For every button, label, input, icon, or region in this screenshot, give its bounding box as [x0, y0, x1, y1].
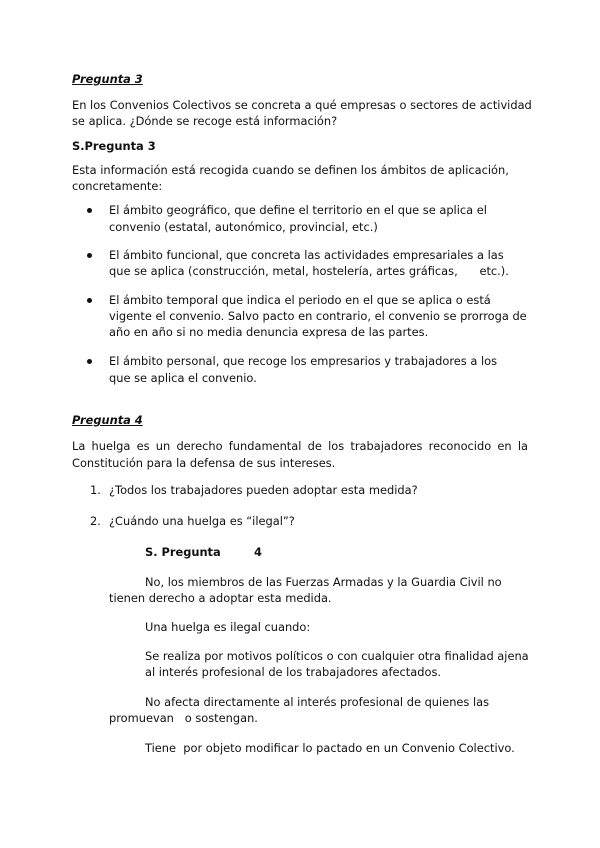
q4-para-1-line-2: tienen derecho a adoptar esta medida. [109, 591, 332, 605]
q3-question-line-1: En los Convenios Colectivos se concreta a qué empresas o sectores de actividad [72, 98, 532, 112]
q4-para-3-line-2: al interés profesional de los trabajadores afectados. [145, 665, 442, 679]
q3-intro-line-1: Esta información está recogida cuando se definen los ámbitos de aplicación, [72, 163, 509, 177]
q4-answer-number: 4 [254, 545, 262, 559]
bullet-4-line-1: El ámbito personal, que recoge los empresarios y trabajadores a los [109, 354, 498, 368]
bullet-3-line-3: año en año si no media denuncia expresa de las partes. [109, 325, 429, 339]
q4-para-3-line-1: Se realiza por motivos políticos o con cualquier otra finalidad ajena [145, 649, 529, 663]
q3-intro-line-2: concretamente: [72, 179, 163, 193]
bullet-4-line-2: que se aplica el convenio. [109, 371, 257, 385]
bullet-3-line-2: vigente el convenio. Salvo pacto en contrario, el convenio se prorroga de [109, 309, 527, 323]
bullet-2-line-2: que se aplica (construcción, metal, hostelería, artes gráficas, etc.). [109, 264, 509, 278]
q4-intro-line-2: Constitución para la defensa de sus intereses. [72, 456, 336, 470]
q4-item-1-number: 1. [90, 483, 101, 497]
q4-answer-title: S. Pregunta [145, 545, 221, 559]
q3-answer-title: S.Pregunta 3 [72, 139, 156, 153]
bullet-icon [87, 292, 95, 309]
q4-para-2-line-1: Una huelga es ilegal cuando: [145, 620, 311, 634]
q4-item-2-number: 2. [90, 514, 101, 528]
bullet-1-line-2: convenio (estatal, autonómico, provincial, etc.) [109, 220, 378, 234]
bullet-icon [87, 353, 95, 370]
q4-para-4-line-1: No afecta directamente al interés profesional de quienes las [145, 695, 490, 709]
q4-intro-line-1: La huelga es un derecho fundamental de los trabajadores reconocido en la [72, 439, 528, 453]
q4-para-1-line-1: No, los miembros de las Fuerzas Armadas y la Guardia Civil no [145, 575, 502, 589]
bullet-icon [87, 202, 95, 219]
bullet-3-line-1: El ámbito temporal que indica el periodo en el que se aplica o está [109, 293, 491, 307]
q3-title: Pregunta 3 [72, 72, 143, 86]
q4-item-2-text: ¿Cuándo una huelga es “ilegal”? [109, 514, 295, 528]
q4-para-4-line-2: promuevan o sostengan. [109, 711, 258, 725]
q3-question-line-2: se aplica. ¿Dónde se recoge está información? [72, 114, 338, 128]
q4-item-1-text: ¿Todos los trabajadores pueden adoptar esta medida? [109, 483, 418, 497]
q4-title: Pregunta 4 [72, 413, 143, 427]
q4-para-5-line-1: Tiene por objeto modificar lo pactado en un Convenio Colectivo. [145, 741, 515, 755]
bullet-1-line-1: El ámbito geográfico, que define el territorio en el que se aplica el [109, 203, 487, 217]
bullet-icon [87, 247, 95, 264]
bullet-2-line-1: El ámbito funcional, que concreta las actividades empresariales a las [109, 248, 504, 262]
